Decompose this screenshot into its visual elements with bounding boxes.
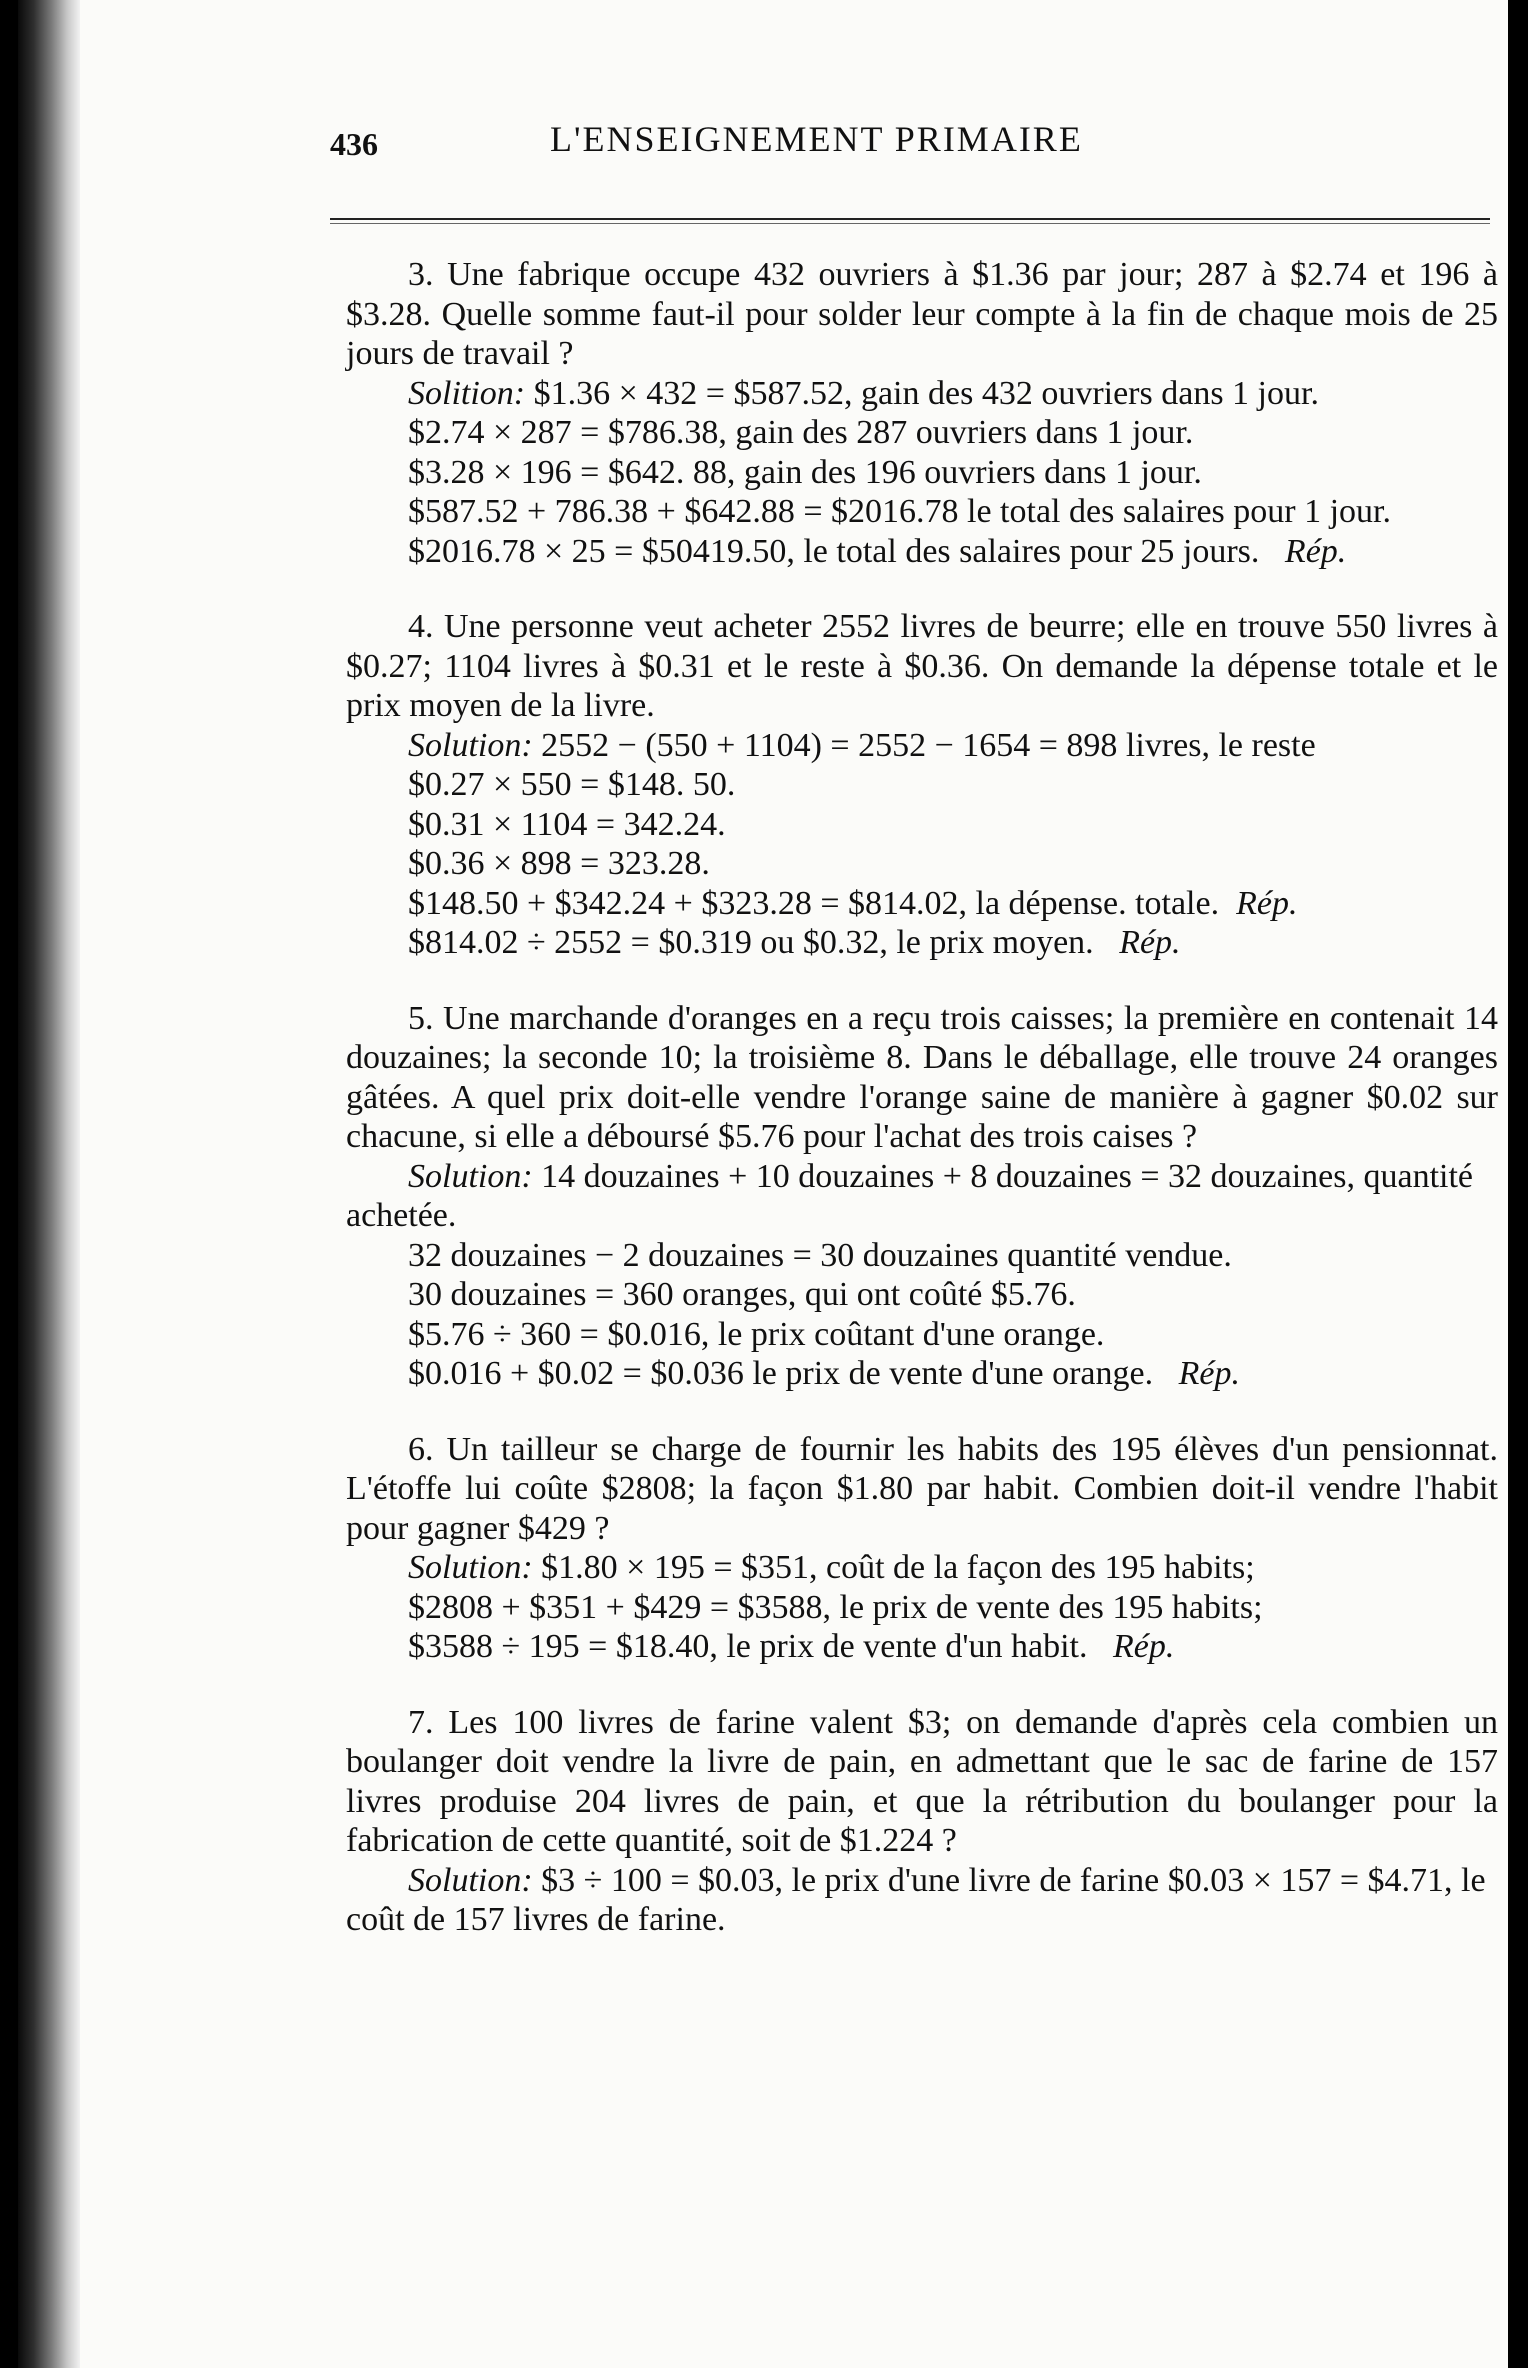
book-page <box>18 0 1508 2368</box>
solution-line: $2016.78 × 25 = $50419.50, le total des salaires pour 25 jours. <box>408 532 1260 570</box>
solution-line: $2808 + $351 + $429 = $3588, le prix de vente des 195 habits; <box>408 1588 1263 1626</box>
answer-marker: Rép. <box>1284 532 1347 570</box>
solution-line: $2.74 × 287 = $786.38, gain des 287 ouvriers dans 1 jour. <box>408 414 1194 451</box>
solution-line: $3 ÷ 100 = $0.03, le prix d'une livre de farine $0.03 × 157 = $4.71, le coût de 157 livres de farine. <box>346 1861 1486 1938</box>
problem-question: 5. Une marchande d'oranges en a reçu trois caisses; la première en contenait 14 douzaines; la seconde 10; la troisième 8. Dans le déballage, elle trouve 24 oranges gâtées. A quel prix doit-elle vendre l'orange saine de manière à gagner $0.02 sur chacune, si elle a déboursé $5.76 pour l'achat des trois caises ? <box>346 999 1498 1155</box>
problem-question: 7. Les 100 livres de farine valent $3; on demande d'après cela combien un boulanger doit vendre la livre de pain, en admettant que le sac de farine de 157 livres produise 204 livres de pain, et que la rétribution du boulanger pour la fabrication de cette quantité, soit de $1.224 ? <box>346 1703 1498 1859</box>
solution-line: $0.016 + $0.02 = $0.036 le prix de vente d'une orange. <box>408 1355 1154 1392</box>
solution-line: 2552 − (550 + 1104) = 2552 − 1654 = 898 livres, le reste <box>541 726 1316 764</box>
solution-line: 30 douzaines = 360 oranges, qui ont coûté $5.76. <box>408 1276 1076 1313</box>
problem-question: 4. Une personne veut acheter 2552 livres de beurre; elle en trouve 550 livres à $0.27; 1104 livres à $0.31 et le reste à $0.36. On demande la dépense totale et le prix moyen de la livre. <box>346 608 1498 724</box>
solution-label: Solution: <box>408 726 533 764</box>
problem-solution <box>346 1157 1498 1394</box>
problem-3 <box>346 255 1498 571</box>
problem-solution <box>346 726 1498 963</box>
problem-solution <box>346 1548 1498 1667</box>
problem-4 <box>346 607 1498 963</box>
solution-label: Solution: <box>408 1861 533 1899</box>
answer-marker: Rép. <box>1236 884 1298 922</box>
page-number: 436 <box>330 126 378 162</box>
solution-line: $5.76 ÷ 360 = $0.016, le prix coûtant d'une orange. <box>408 1315 1105 1353</box>
answer-marker: Rép. <box>1119 924 1181 961</box>
solution-label: Solution: <box>408 1157 533 1195</box>
solution-line: $0.27 × 550 = $148. 50. <box>408 766 736 803</box>
solution-line: 32 douzaines − 2 douzaines = 30 douzaines quantité vendue. <box>408 1236 1232 1274</box>
answer-marker: Rép. <box>1112 1628 1175 1665</box>
solution-line: $1.36 × 432 = $587.52, gain des 432 ouvriers dans 1 jour. <box>533 374 1319 412</box>
solution-line: $148.50 + $342.24 + $323.28 = $814.02, la dépense. totale. <box>408 884 1220 922</box>
problem-solution <box>346 374 1498 572</box>
answer-marker: Rép. <box>1178 1355 1240 1392</box>
problem-6 <box>346 1430 1498 1667</box>
running-head: L'ENSEIGNEMENT PRIMAIRE <box>550 119 1083 159</box>
header-rule <box>330 218 1490 224</box>
page-header <box>330 118 1490 178</box>
solution-line: $0.31 × 1104 = 342.24. <box>408 805 726 843</box>
solution-line: $3.28 × 196 = $642. 88, gain des 196 ouvriers dans 1 jour. <box>408 453 1202 491</box>
problem-5 <box>346 999 1498 1394</box>
problem-solution <box>346 1861 1498 1940</box>
solution-line: $3588 ÷ 195 = $18.40, le prix de vente d'un habit. <box>408 1628 1088 1665</box>
solution-line: 14 douzaines + 10 douzaines + 8 douzaines = 32 douzaines, quantité achetée. <box>346 1157 1474 1234</box>
solution-label: Solution: <box>408 1549 533 1586</box>
solution-line: $1.80 × 195 = $351, coût de la façon des 195 habits; <box>541 1549 1255 1586</box>
page-gutter-shadow <box>18 0 80 2368</box>
solution-line: $814.02 ÷ 2552 = $0.319 ou $0.32, le prix moyen. <box>408 924 1094 961</box>
problem-question: 6. Un tailleur se charge de fournir les habits des 195 élèves d'un pensionnat. L'étoffe lui coûte $2808; la façon $1.80 par habit. Combien doit-il vendre l'habit pour gagner $429 ? <box>346 1430 1498 1547</box>
solution-label: Solition: <box>408 374 526 412</box>
problem-7 <box>346 1703 1498 1940</box>
problem-question: 3. Une fabrique occupe 432 ouvriers à $1.36 par jour; 287 à $2.74 et 196 à $3.28. Quelle somme faut-il pour solder leur compte à la fin de chaque mois de 25 jours de travail ? <box>346 256 1498 372</box>
solution-line: $587.52 + 786.38 + $642.88 = $2016.78 le total des salaires pour 1 jour. <box>408 493 1391 530</box>
problems-list <box>346 255 1498 1976</box>
solution-line: $0.36 × 898 = 323.28. <box>408 845 710 882</box>
